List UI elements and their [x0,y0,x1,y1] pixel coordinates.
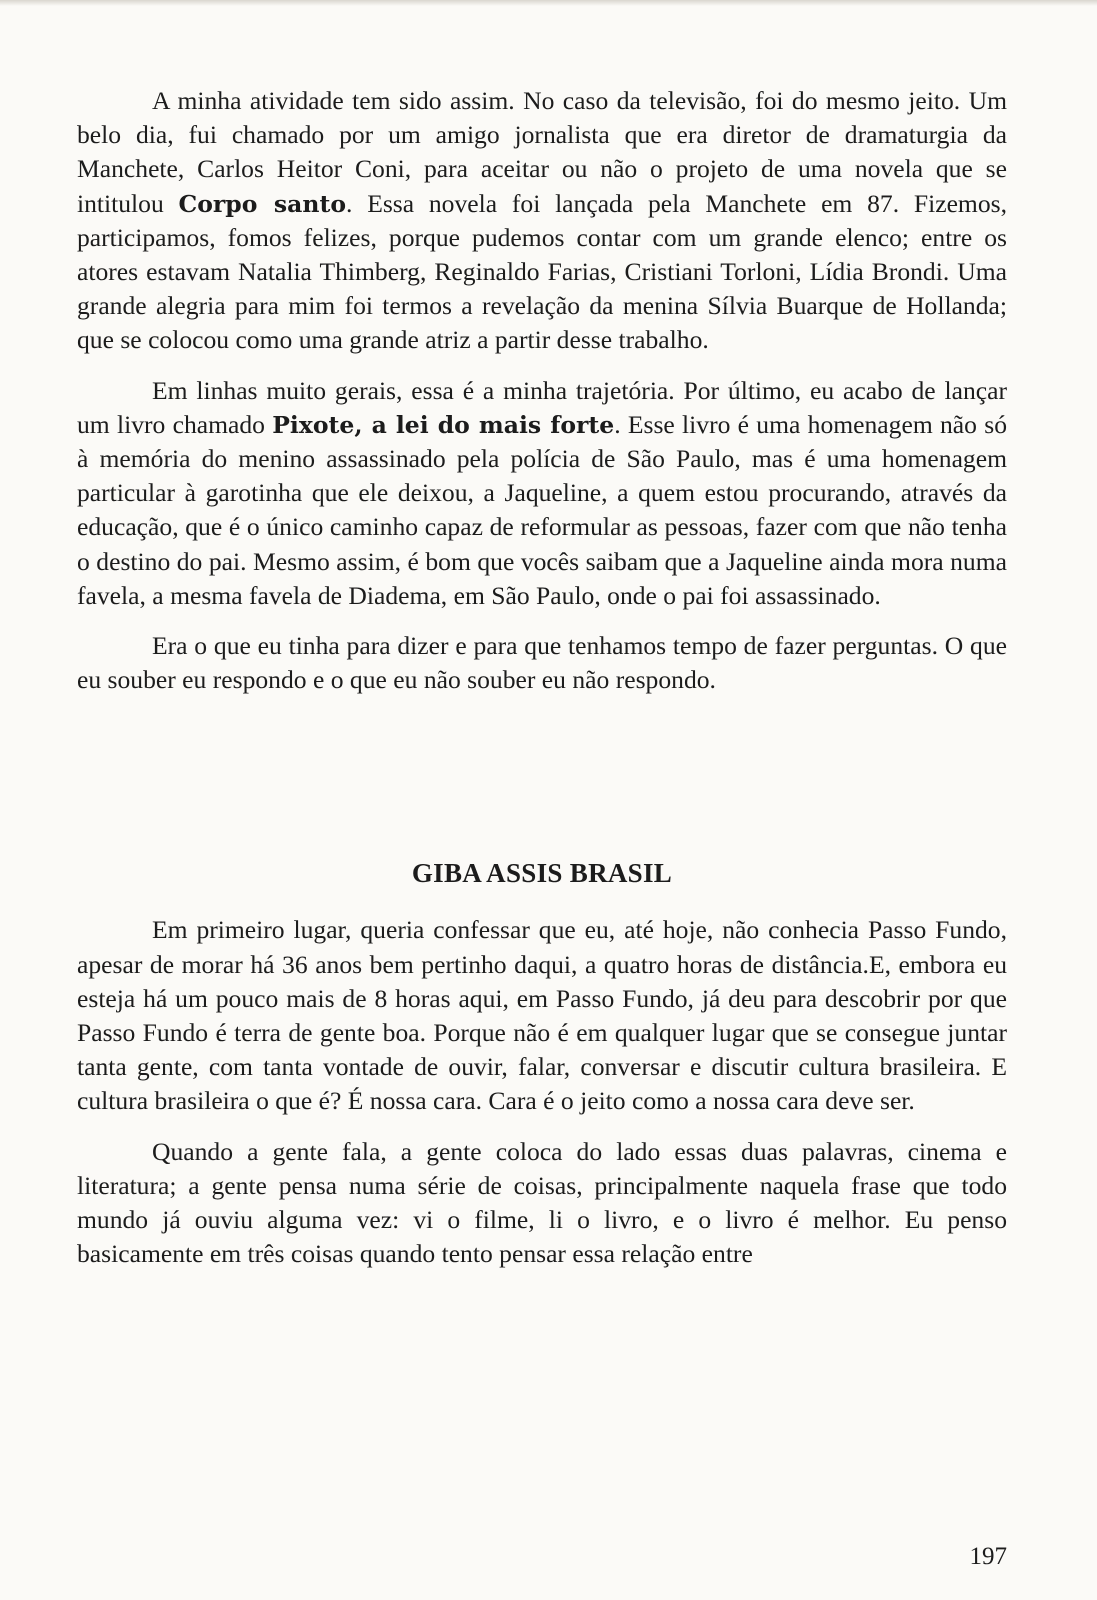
paragraph [77,1135,1007,1272]
paragraph-text: . Esse livro é uma homenagem não só à memória do menino assassinado pela polícia de São Paulo, mas é uma homenagem particular à garotinha que ele deixou, a Jaqueline, a quem estou procurando, através da educação, que é o único caminho capaz de reformular as pessoas, fazer com que não tenha o destino do pai. Mesmo assim, é bom que vocês saibam que a Jaqueline ainda mora numa favela, a mesma favela de Diadema, em São Paulo, onde o pai foi assassinado. [77,409,1007,610]
paragraph [77,84,1007,358]
paragraph-text: . Essa novela foi lançada pela Manchete em 87. Fizemos, participamos, fomos felizes, porque pudemos contar com um grande elenco; entre os atores estavam Natalia Thimberg, Reginaldo Farias, Cristiani Torloni, Lídia Brondi. Uma grande alegria para mim foi termos a revelação da menina Sílvia Buarque de Hollanda; que se colocou como uma grande atriz a partir desse trabalho. [77,188,1007,355]
page-edge-shadow [0,0,1097,6]
body-text-top [77,84,1007,697]
paragraph-text: A minha atividade tem sido assim. No caso da televisão, foi do mesmo jeito. Um belo dia, fui chamado por um amigo jornalista que era diretor de dramaturgia da Manchete, Carlos Heitor Coni, para aceitar ou não o projeto de uma novela que se intitulou [77,86,1007,218]
page-number: 197 [969,1543,1007,1570]
text-column [77,84,1007,1287]
section-spacer [77,713,1007,855]
paragraph-text: Era o que eu tinha para dizer e para que tenhamos tempo de fazer perguntas. O que eu souber eu respondo e o que eu não souber eu não respondo. [77,631,1007,695]
bold-title: Pixote, a lei do mais forte [272,410,615,439]
paragraph-text: Quando a gente fala, a gente coloca do lado essas duas palavras, cinema e literatura; a gente pensa numa série de coisas, principalmente naquela frase que todo mundo já ouviu alguma vez: vi o filme, li o livro, e o livro é melhor. Eu penso basicamente em três coisas quando tento pensar essa relação entre [77,1136,1007,1269]
paragraph [77,913,1007,1118]
paragraph-text: Em linhas muito gerais, essa é a minha trajetória. Por último, eu acabo de lançar um livro chamado [77,375,1007,439]
paragraph [77,629,1007,697]
paragraph-text: Em primeiro lugar, queria confessar que eu, até hoje, não conhecia Passo Fundo, apesar de morar há 36 anos bem pertinho daqui, a quatro horas de distância.E, embora eu esteja há um pouco mais de 8 horas aqui, em Passo Fundo, já deu para descobrir por que Passo Fundo é terra de gente boa. Porque não é em qualquer lugar que se consegue juntar tanta gente, com tanta vontade de ouvir, falar, conversar e discutir cultura brasileira. E cultura brasileira o que é? É nossa cara. Cara é o jeito como a nossa cara deve ser. [77,915,1007,1116]
paragraph [77,374,1007,613]
body-text-bottom [77,913,1007,1271]
bold-title: Corpo santo [178,189,347,218]
section-heading: GIBA ASSIS BRASIL [411,858,673,889]
